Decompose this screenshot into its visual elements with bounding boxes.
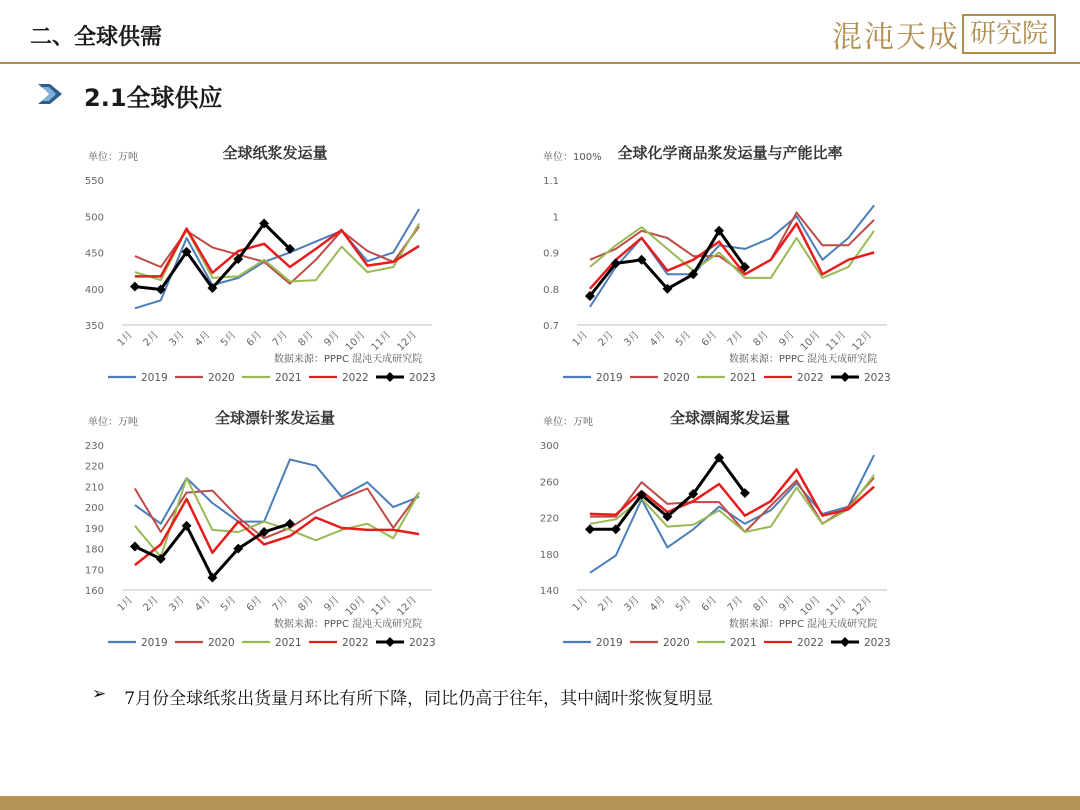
x-tick-label: 10月 bbox=[343, 329, 368, 354]
y-tick-label: 350 bbox=[84, 321, 104, 332]
x-tick-label: 9月 bbox=[777, 329, 797, 349]
y-tick-label: 500 bbox=[84, 212, 104, 224]
x-tick-label: 12月 bbox=[850, 594, 875, 619]
legend-item-2021 bbox=[242, 372, 302, 384]
x-tick-label: 2月 bbox=[596, 329, 616, 349]
legend-label: 2023 bbox=[409, 372, 436, 384]
subsection-title: 2.1全球供应 bbox=[84, 84, 223, 112]
legend-label: 2022 bbox=[797, 372, 824, 384]
x-tick-label: 7月 bbox=[725, 329, 746, 349]
legend-label: 2023 bbox=[409, 637, 436, 649]
chart-chemical-pulp-ratio bbox=[535, 135, 915, 390]
legend-item-2023 bbox=[376, 637, 436, 649]
data-point-2023 bbox=[585, 524, 595, 534]
x-tick-label: 1月 bbox=[570, 594, 591, 614]
chart-title: 全球漂针浆发运量 bbox=[214, 409, 336, 427]
bullet-text: 7月份全球纸浆出货量月环比有所下降，同比仍高于往年，其中阔叶浆恢复明显 bbox=[124, 689, 714, 709]
y-tick-label: 180 bbox=[84, 544, 104, 556]
legend-label: 2021 bbox=[275, 637, 302, 649]
x-tick-label: 8月 bbox=[751, 594, 771, 614]
x-tick-label: 7月 bbox=[725, 594, 746, 614]
y-tick-label: 160 bbox=[84, 586, 104, 597]
header-divider bbox=[0, 62, 1080, 64]
unit-label: 单位：万吨 bbox=[88, 417, 138, 428]
x-tick-label: 1月 bbox=[115, 594, 136, 614]
legend-item-2019 bbox=[563, 372, 623, 384]
chart-hardwood-pulp-shipments bbox=[535, 400, 915, 655]
x-tick-label: 10月 bbox=[798, 594, 823, 619]
y-tick-label: 220 bbox=[539, 513, 559, 525]
legend-item-2023 bbox=[831, 372, 891, 384]
y-tick-label: 260 bbox=[539, 477, 559, 489]
x-tick-label: 3月 bbox=[622, 329, 642, 349]
legend-item-2020 bbox=[175, 637, 235, 649]
y-tick-label: 550 bbox=[84, 176, 104, 187]
legend-label: 2023 bbox=[864, 637, 891, 649]
legend-item-2023 bbox=[831, 637, 891, 649]
legend-label: 2022 bbox=[342, 372, 369, 384]
x-tick-label: 8月 bbox=[296, 594, 316, 614]
x-tick-label: 12月 bbox=[395, 594, 420, 619]
legend-label: 2021 bbox=[730, 372, 757, 384]
x-tick-label: 5月 bbox=[674, 329, 694, 349]
x-tick-label: 1月 bbox=[115, 329, 136, 349]
x-tick-label: 11月 bbox=[369, 329, 394, 354]
unit-label: 单位：100% bbox=[543, 152, 602, 163]
legend-item-2020 bbox=[175, 372, 235, 384]
legend-item-2020 bbox=[630, 372, 690, 384]
source-note: 数据来源：PPPC 混沌天成研究院 bbox=[273, 354, 423, 365]
chart-title: 全球化学商品浆发运量与产能比率 bbox=[617, 144, 843, 162]
y-tick-label: 450 bbox=[84, 248, 104, 260]
y-tick-label: 1.1 bbox=[543, 176, 559, 187]
x-tick-label: 7月 bbox=[270, 329, 291, 349]
legend-label: 2021 bbox=[730, 637, 757, 649]
x-tick-label: 12月 bbox=[850, 329, 875, 354]
x-tick-label: 8月 bbox=[751, 329, 771, 349]
legend-label: 2020 bbox=[208, 637, 235, 649]
legend-label: 2020 bbox=[208, 372, 235, 384]
data-point-2023 bbox=[130, 282, 140, 292]
x-tick-label: 6月 bbox=[699, 594, 720, 614]
legend-item-2023 bbox=[376, 372, 436, 384]
x-tick-label: 4月 bbox=[193, 329, 213, 349]
legend-label: 2019 bbox=[596, 637, 623, 649]
y-tick-label: 1 bbox=[552, 212, 559, 224]
source-note: 数据来源：PPPC 混沌天成研究院 bbox=[728, 354, 878, 365]
x-tick-label: 11月 bbox=[824, 594, 849, 619]
section-title: 二、全球供需 bbox=[30, 25, 163, 50]
legend-item-2021 bbox=[242, 637, 302, 649]
x-tick-label: 12月 bbox=[395, 329, 420, 354]
legend-label: 2022 bbox=[342, 637, 369, 649]
source-note: 数据来源：PPPC 混沌天成研究院 bbox=[273, 619, 423, 630]
chart-title: 全球纸浆发运量 bbox=[222, 144, 328, 162]
legend-label: 2019 bbox=[141, 637, 168, 649]
x-tick-label: 4月 bbox=[648, 329, 668, 349]
x-tick-label: 11月 bbox=[369, 594, 394, 619]
series-line-2021 bbox=[590, 475, 874, 532]
legend-item-2020 bbox=[630, 637, 690, 649]
x-tick-label: 6月 bbox=[244, 329, 265, 349]
chart-title: 全球漂阔浆发运量 bbox=[669, 409, 791, 427]
legend-label: 2023 bbox=[864, 372, 891, 384]
x-tick-label: 6月 bbox=[244, 594, 265, 614]
legend-label: 2019 bbox=[141, 372, 168, 384]
x-tick-label: 3月 bbox=[167, 594, 187, 614]
x-tick-label: 5月 bbox=[219, 594, 239, 614]
series-line-2019 bbox=[135, 209, 419, 308]
chevron-right-icon bbox=[36, 82, 64, 106]
y-tick-label: 180 bbox=[539, 549, 559, 561]
chart-softwood-pulp-shipments bbox=[80, 400, 460, 655]
x-tick-label: 2月 bbox=[596, 594, 616, 614]
legend-label: 2022 bbox=[797, 637, 824, 649]
x-tick-label: 5月 bbox=[674, 594, 694, 614]
x-tick-label: 3月 bbox=[167, 329, 187, 349]
y-tick-label: 220 bbox=[84, 461, 104, 473]
logo-text: 混沌天成 bbox=[831, 20, 960, 55]
x-tick-label: 6月 bbox=[699, 329, 720, 349]
y-tick-label: 0.9 bbox=[543, 248, 559, 260]
x-tick-label: 1月 bbox=[570, 329, 591, 349]
bullet-point bbox=[92, 684, 713, 709]
x-tick-label: 10月 bbox=[798, 329, 823, 354]
bullet-arrow-icon: ➢ bbox=[92, 684, 107, 704]
footer-bar bbox=[0, 796, 1080, 810]
x-tick-label: 2月 bbox=[141, 594, 161, 614]
x-tick-label: 2月 bbox=[141, 329, 161, 349]
legend-label: 2019 bbox=[596, 372, 623, 384]
y-tick-label: 140 bbox=[539, 586, 559, 597]
y-tick-label: 200 bbox=[84, 503, 104, 515]
y-tick-label: 0.8 bbox=[543, 284, 559, 296]
y-tick-label: 230 bbox=[84, 441, 104, 452]
legend-item-2022 bbox=[309, 372, 369, 384]
data-point-2023 bbox=[130, 542, 140, 552]
legend-label: 2020 bbox=[663, 372, 690, 384]
x-tick-label: 3月 bbox=[622, 594, 642, 614]
x-tick-label: 9月 bbox=[322, 594, 342, 614]
legend-label: 2021 bbox=[275, 372, 302, 384]
legend-label: 2020 bbox=[663, 637, 690, 649]
unit-label: 单位：万吨 bbox=[543, 417, 593, 428]
y-tick-label: 300 bbox=[539, 441, 559, 452]
x-tick-label: 10月 bbox=[343, 594, 368, 619]
legend-item-2021 bbox=[697, 372, 757, 384]
unit-label: 单位：万吨 bbox=[88, 152, 138, 163]
x-tick-label: 9月 bbox=[322, 329, 342, 349]
legend-item-2022 bbox=[764, 372, 824, 384]
legend-item-2022 bbox=[764, 637, 824, 649]
legend-item-2022 bbox=[309, 637, 369, 649]
chart-paper-pulp-shipments bbox=[80, 135, 460, 390]
x-tick-label: 5月 bbox=[219, 329, 239, 349]
x-tick-label: 4月 bbox=[193, 594, 213, 614]
legend-item-2021 bbox=[697, 637, 757, 649]
legend-item-2019 bbox=[108, 372, 168, 384]
x-tick-label: 8月 bbox=[296, 329, 316, 349]
x-tick-label: 4月 bbox=[648, 594, 668, 614]
x-tick-label: 9月 bbox=[777, 594, 797, 614]
y-tick-label: 0.7 bbox=[543, 321, 559, 332]
legend-item-2019 bbox=[563, 637, 623, 649]
company-logo bbox=[832, 12, 1056, 56]
source-note: 数据来源：PPPC 混沌天成研究院 bbox=[728, 619, 878, 630]
x-tick-label: 7月 bbox=[270, 594, 291, 614]
x-tick-label: 11月 bbox=[824, 329, 849, 354]
y-tick-label: 400 bbox=[84, 284, 104, 296]
y-tick-label: 170 bbox=[84, 565, 104, 577]
y-tick-label: 210 bbox=[84, 482, 104, 494]
data-point-2023 bbox=[285, 519, 295, 529]
y-tick-label: 190 bbox=[84, 523, 104, 535]
legend-item-2019 bbox=[108, 637, 168, 649]
logo-box-text: 研究院 bbox=[962, 14, 1056, 54]
